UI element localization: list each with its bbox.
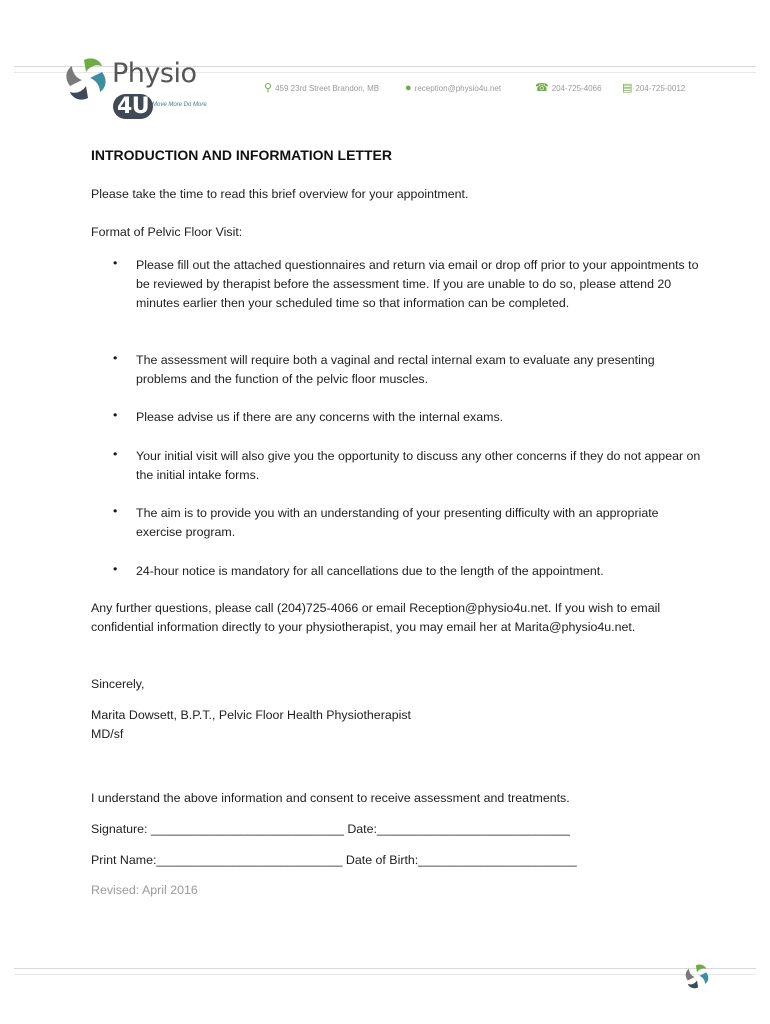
phone-icon: ☎ xyxy=(535,81,549,94)
contact-email[interactable]: ● reception@physio4u.net xyxy=(405,81,502,94)
bullet-marker: • xyxy=(113,447,118,461)
contact-fax: ▤ 204-725-0012 xyxy=(622,81,686,94)
map-pin-icon: ⚲ xyxy=(264,81,273,94)
hands-logo-icon xyxy=(62,54,110,106)
bullet-item: Please fill out the attached questionnaires and return via email or drop off prior to your appointments to be reviewed by therapist before the assessment time. If you are unable to do so, please attend 20 minutes earlier then your scheduled time so that information can be completed. xyxy=(136,258,699,310)
logo-tagline: Move More Do More xyxy=(152,102,207,108)
print-name-dob-line[interactable]: Print Name:___________________________ Date of Birth:_______________________ xyxy=(91,853,577,867)
logo-wordmark: Physio4U xyxy=(112,58,197,119)
consent-statement: I understand the above information and consent to receive assessment and treatments. xyxy=(91,791,570,805)
signature-date-line[interactable]: Signature: ____________________________ Date:____________________________ xyxy=(91,822,570,836)
signer-name: Marita Dowsett, B.P.T., Pelvic Floor Health Physiotherapist xyxy=(91,708,411,722)
revised-date: Revised: April 2016 xyxy=(91,883,198,897)
bullet-marker: • xyxy=(113,408,118,422)
bullet-marker: • xyxy=(113,256,118,270)
letter-title: INTRODUCTION AND INFORMATION LETTER xyxy=(91,147,392,163)
footer-rule-bottom xyxy=(14,974,756,975)
contact-address: ⚲ 459 23rd Street Brandon, MB xyxy=(264,81,380,94)
bullet-item: Please advise us if there are any concerns with the internal exams. xyxy=(136,410,504,424)
signer-initials: MD/sf xyxy=(91,727,124,741)
intro-paragraph: Please take the time to read this brief overview for your appointment. xyxy=(91,187,469,201)
bullet-item: Your initial visit will also give you the opportunity to discuss any other concerns if they do not appear on the initial intake forms. xyxy=(136,449,701,482)
bullet-item: 24-hour notice is mandatory for all cancellations due to the length of the appointment. xyxy=(136,564,604,578)
closing: Sincerely, xyxy=(91,677,145,691)
footer-logo-icon xyxy=(682,962,712,992)
footer-rule-top xyxy=(14,968,756,969)
bullet-marker: • xyxy=(113,504,118,518)
physio4u-logo xyxy=(62,52,222,119)
chat-icon: ● xyxy=(405,81,412,94)
bullet-marker: • xyxy=(113,562,118,576)
contact-phone[interactable]: ☎ 204-725-4066 xyxy=(535,81,602,94)
bullet-item: The aim is to provide you with an understanding of your presenting difficulty with an appropriate exercise program. xyxy=(136,506,659,539)
further-questions-paragraph: Any further questions, please call (204)725-4066 or email Reception@physio4u.net. If you wish to email confidential information directly to your physiotherapist, you may email her at Marita@physio4u.net. xyxy=(91,601,661,634)
bullet-item: The assessment will require both a vaginal and rectal internal exam to evaluate any presenting problems and the function of the pelvic floor muscles. xyxy=(136,353,655,386)
fax-icon: ▤ xyxy=(622,81,633,94)
bullet-marker: • xyxy=(113,351,118,365)
format-heading: Format of Pelvic Floor Visit: xyxy=(91,225,243,239)
logo-badge: 4U xyxy=(113,94,153,119)
